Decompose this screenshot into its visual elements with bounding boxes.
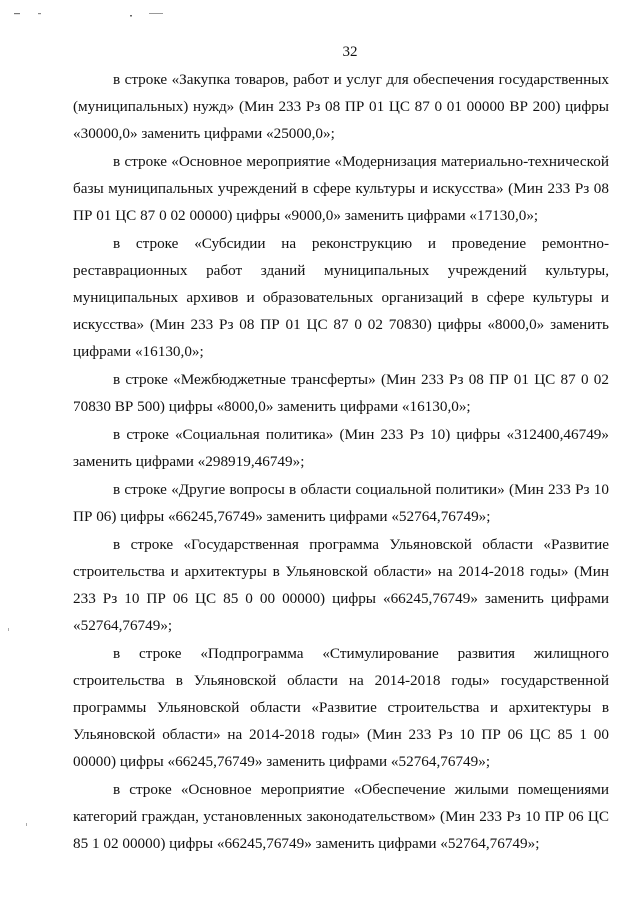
- paragraph-subprogram: в строке «Подпрограмма «Стимулирование развития жилищного строительства в Ульяновской области на 2014-2018 годы» государственной программы Ульяновской области «Развитие строительства и архитектуры в Ульяновской области» на 2014-2018 годы» (Мин 233 Рз 10 ПР 06 ЦС 85 1 00 00000) цифры «66245,76749» заменить цифрами «52764,76749»;: [73, 645, 609, 770]
- paragraph-other-social-questions: в строке «Другие вопросы в области социальной политики» (Мин 233 Рз 10 ПР 06) цифры «66245,76749» заменить цифрами «52764,76749»;: [73, 481, 609, 525]
- scan-mark-left-edge-2: [26, 823, 27, 826]
- scan-mark-left-edge: [8, 628, 9, 631]
- scan-mark-top-center-2: [149, 13, 163, 14]
- paragraph-housing-measure: в строке «Основное мероприятие «Обеспечение жилыми помещениями категорий граждан, установленных законодательством» (Мин 233 Рз 10 ПР 06 ЦС 85 1 02 00000) цифры «66245,76749» заменить цифрами «52764,76749»;: [73, 781, 609, 852]
- page-number: 32: [342, 44, 358, 60]
- paragraph-interbudget-transfers: в строке «Межбюджетные трансферты» (Мин 233 Рз 08 ПР 01 ЦС 87 0 02 70830 ВР 500) цифры «8000,0» заменить цифрами «16130,0»;: [73, 371, 609, 415]
- paragraph-subsidies-reconstruction: в строке «Субсидии на реконструкцию и проведение ремонтно-реставрационных работ зданий муниципальных учреждений культуры, муниципальных архивов и образовательных организаций в сфере культуры и искусства» (Мин 233 Рз 08 ПР 01 ЦС 87 0 02 70830) цифры «8000,0» заменить цифрами «16130,0»;: [73, 235, 609, 360]
- scan-mark-top-left: [14, 13, 20, 14]
- document-body: [73, 66, 609, 857]
- scan-mark-top-center: [130, 15, 132, 17]
- paragraph-social-policy: в строке «Социальная политика» (Мин 233 Рз 10) цифры «312400,46749» заменить цифрами «298919,46749»;: [73, 426, 609, 470]
- scan-mark-top-left-2: [38, 13, 41, 14]
- paragraph-procurement: в строке «Закупка товаров, работ и услуг для обеспечения государственных (муниципальных) нужд» (Мин 233 Рз 08 ПР 01 ЦС 87 0 01 00000 ВР 200) цифры «30000,0» заменить цифрами «25000,0»;: [73, 71, 609, 142]
- paragraph-modernization: в строке «Основное мероприятие «Модернизация материально-технической базы муниципальных учреждений в сфере культуры и искусства» (Мин 233 Рз 08 ПР 01 ЦС 87 0 02 00000) цифры «9000,0» заменить цифрами «17130,0»;: [73, 153, 609, 224]
- paragraph-state-program: в строке «Государственная программа Ульяновской области «Развитие строительства и архитектуры в Ульяновской области» на 2014-2018 годы» (Мин 233 Рз 10 ПР 06 ЦС 85 0 00 00000) цифры «66245,76749» заменить цифрами «52764,76749»;: [73, 536, 609, 634]
